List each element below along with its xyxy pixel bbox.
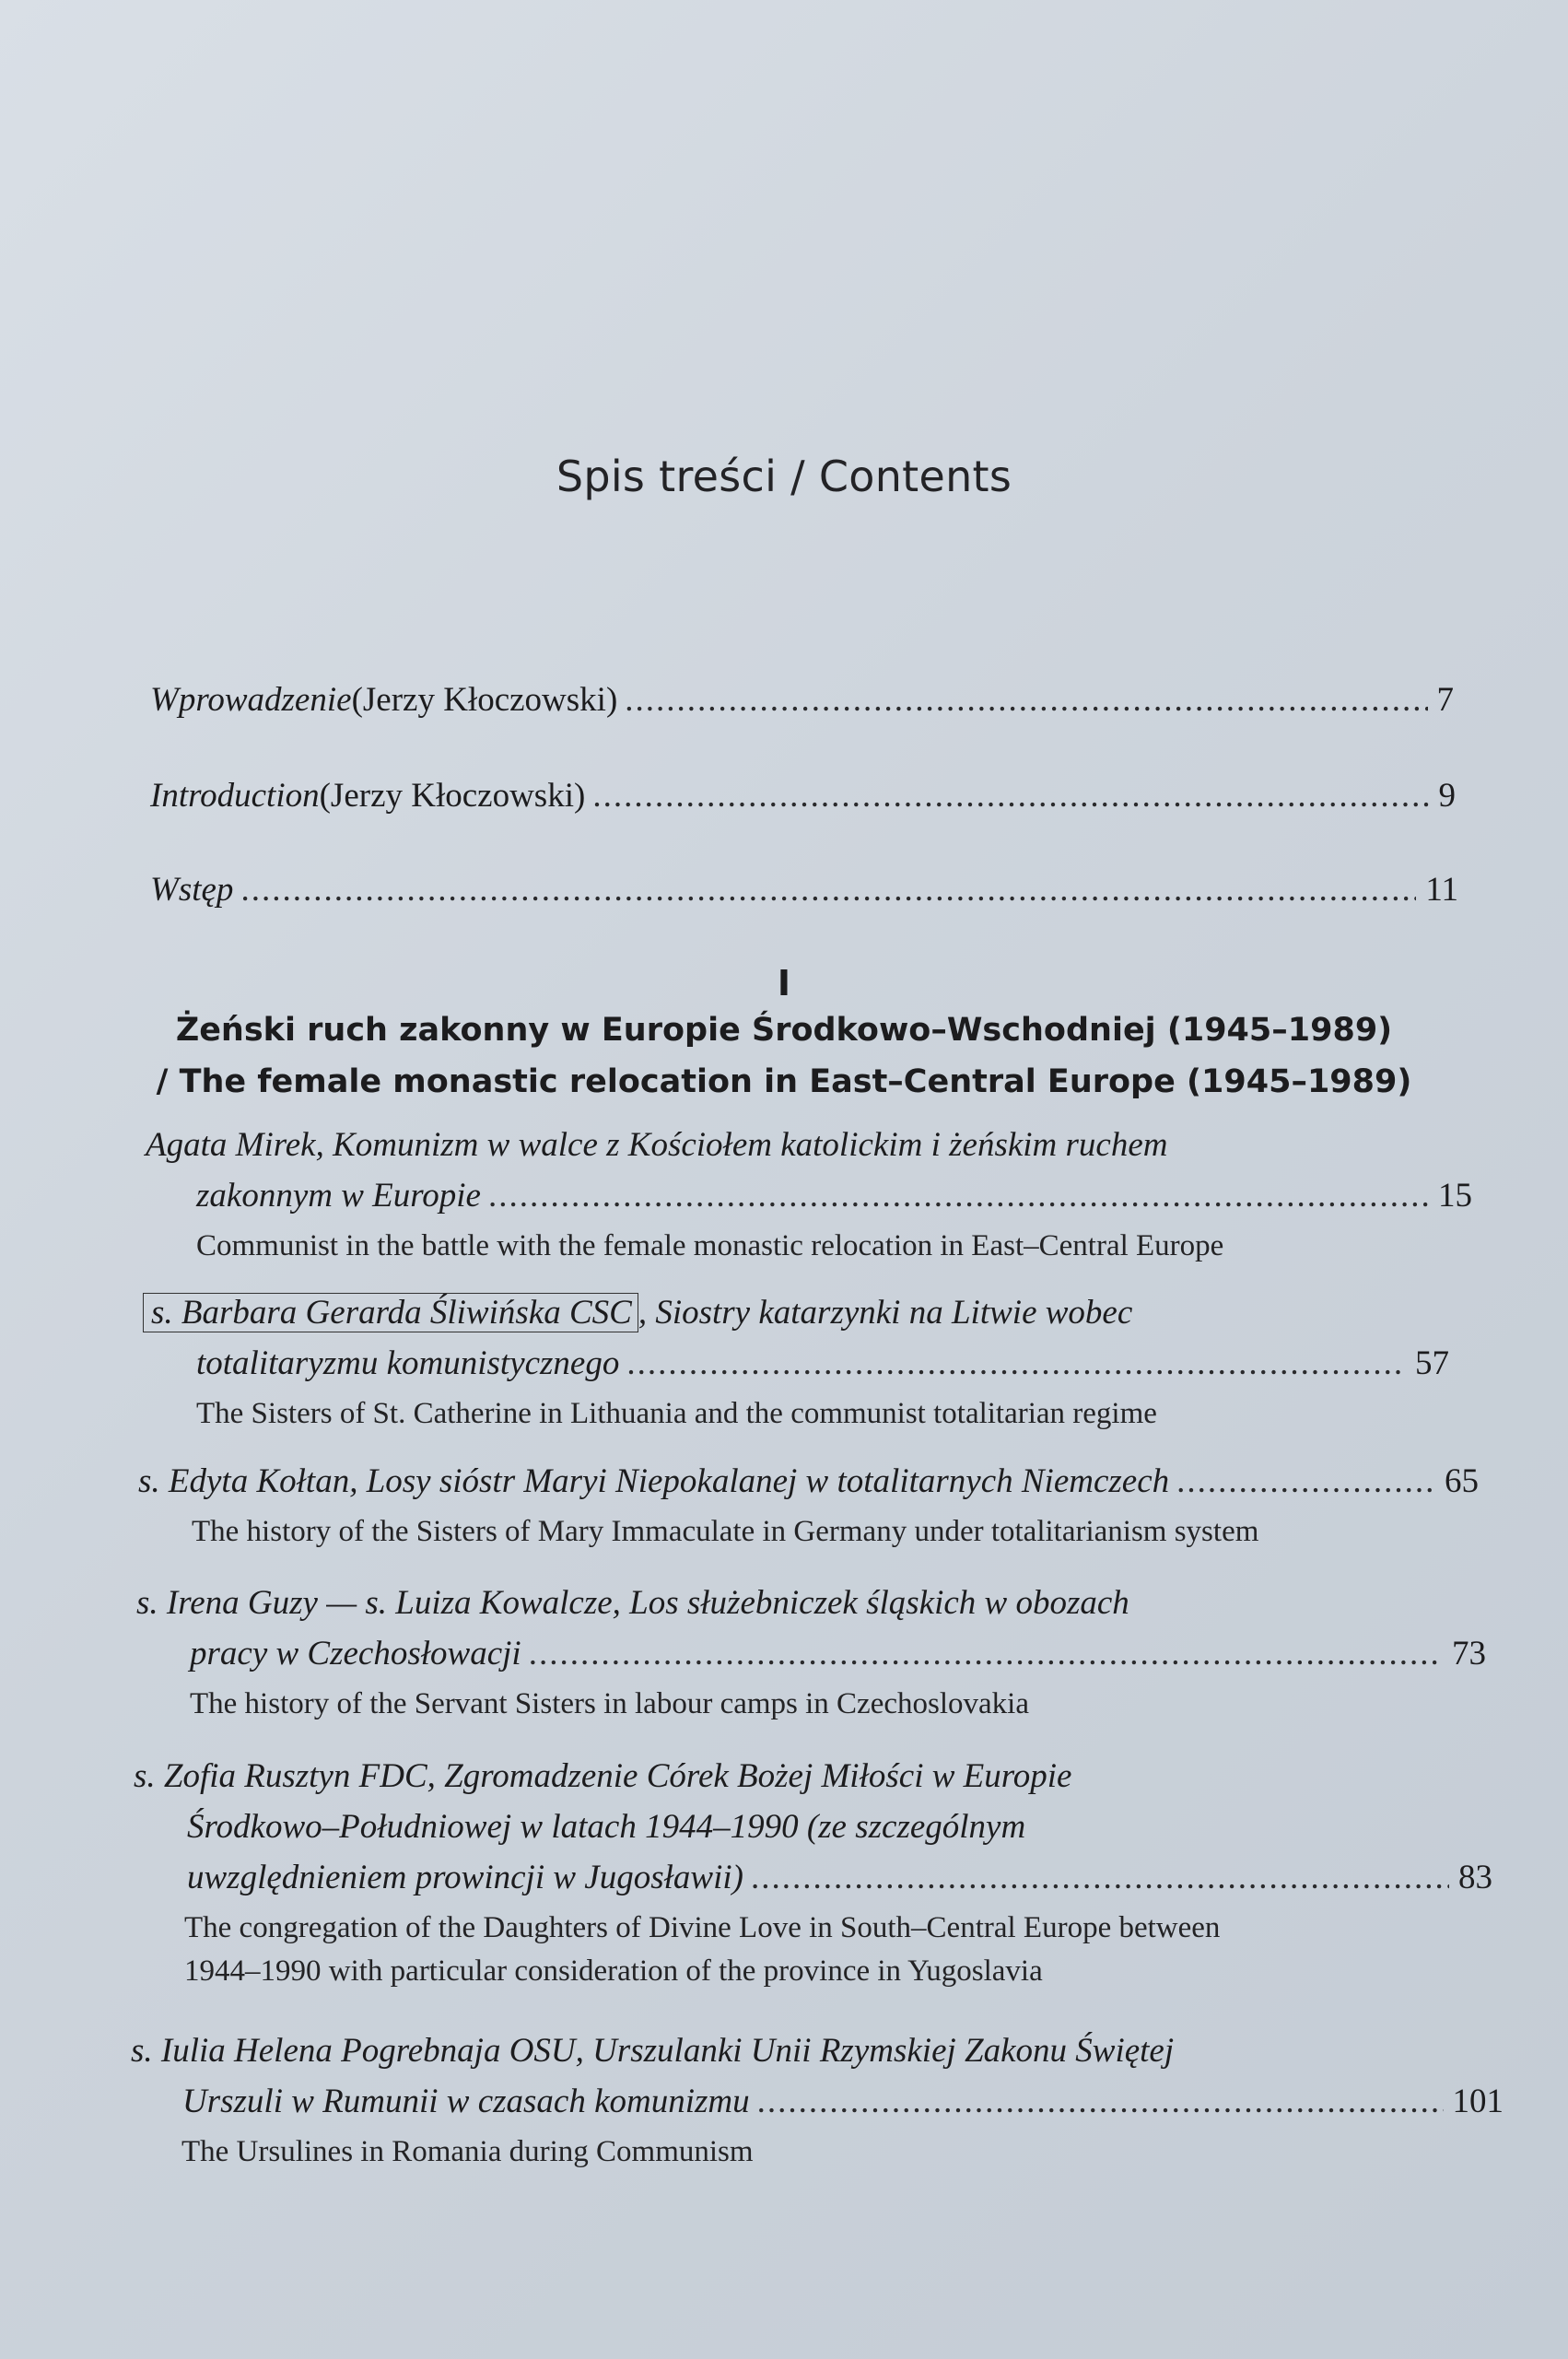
section-number: I <box>777 963 791 1003</box>
toc-entry-2[interactable] <box>143 1287 1449 1436</box>
toc-label: Wstęp <box>150 871 234 909</box>
page-number: 15 <box>1438 1177 1472 1215</box>
toc-label: Wprowadzenie <box>150 681 352 719</box>
leader-dots <box>626 1338 1406 1389</box>
entry-last-line <box>146 1170 1472 1221</box>
entry-title-rest: , Siostry katarzynki na Litwie wobec <box>638 1294 1133 1332</box>
page-number: 9 <box>1438 777 1456 815</box>
page-number: 57 <box>1415 1344 1449 1382</box>
toc-suffix: (Jerzy Kłoczowski) <box>319 777 586 815</box>
leader-dots <box>488 1170 1429 1221</box>
toc-label: Introduction <box>150 777 320 815</box>
page-number: 65 <box>1445 1462 1479 1500</box>
entry-translation: The history of the Servant Sisters in labour camps in Czechoslovakia <box>190 1687 1029 1720</box>
entry-last-line <box>134 1852 1492 1903</box>
entry-title-line <box>143 1287 1449 1338</box>
toc-entry-1[interactable] <box>146 1120 1472 1268</box>
entry-translation: Communist in the battle with the female monastic relocation in East–Central Europe <box>196 1229 1224 1262</box>
entry-last-line <box>131 2076 1504 2127</box>
page-number: 11 <box>1425 871 1458 909</box>
section-heading <box>0 1004 1568 1108</box>
entry-last-line <box>143 1338 1449 1389</box>
entry-title-line: zakonnym w Europie <box>196 1177 481 1215</box>
toc-row-front-3[interactable] <box>150 866 1458 914</box>
toc-entry-3[interactable] <box>138 1456 1479 1554</box>
leader-dots <box>625 676 1427 724</box>
entry-title-line: s. Zofia Rusztyn FDC, Zgromadzenie Córek Bożej Miłości w Europie <box>134 1757 1072 1795</box>
toc-row-front-1[interactable] <box>150 676 1454 724</box>
section-heading-polish: Żeński ruch zakonny w Europie Środkowo–Wschodniej (1945–1989) <box>175 1012 1393 1049</box>
entry-last-line <box>138 1456 1479 1507</box>
toc-row-front-2[interactable] <box>150 772 1456 820</box>
highlighted-author-box: s. Barbara Gerarda Śliwińska CSC <box>143 1293 638 1332</box>
leader-dots <box>757 2076 1444 2127</box>
entry-translation: The Sisters of St. Catherine in Lithuania and the communist totalitarian regime <box>196 1397 1157 1430</box>
toc-entry-5[interactable] <box>134 1751 1492 1993</box>
leader-dots <box>592 772 1429 820</box>
entry-title-line: uwzględnieniem prowincji w Jugosławii) <box>187 1859 743 1896</box>
entry-title-line: Agata Mirek, Komunizm w walce z Kościołem katolickim i żeńskim ruchem <box>146 1126 1168 1164</box>
page-number: 83 <box>1458 1859 1492 1896</box>
entry-title-line: Urszuli w Rumunii w czasach komunizmu <box>182 2083 750 2120</box>
leader-dots <box>1176 1456 1435 1507</box>
toc-entry-4[interactable] <box>136 1578 1486 1726</box>
entry-title-line: s. Edyta Kołtan, Losy sióstr Maryi Niepokalanej w totalitarnych Niemczech <box>138 1462 1170 1500</box>
toc-entry-6[interactable] <box>131 2025 1504 2174</box>
leader-dots <box>240 866 1416 914</box>
entry-translation: The Ursulines in Romania during Communism <box>181 2135 754 2168</box>
entry-title-line: pracy w Czechosłowacji <box>190 1635 521 1672</box>
leader-dots <box>751 1852 1449 1903</box>
page-number: 73 <box>1452 1635 1486 1672</box>
toc-suffix: (Jerzy Kłoczowski) <box>351 681 618 719</box>
section-heading-english: / The female monastic relocation in East–Central Europe (1945–1989) <box>156 1063 1412 1100</box>
entry-translation: The congregation of the Daughters of Divine Love in South–Central Europe between <box>184 1911 1221 1944</box>
entry-translation: The history of the Sisters of Mary Immaculate in Germany under totalitarianism system <box>192 1515 1259 1548</box>
leader-dots <box>529 1628 1443 1679</box>
entry-translation: 1944–1990 with particular consideration of the province in Yugoslavia <box>184 1954 1043 1988</box>
page-title: Spis treści / Contents <box>556 452 1012 501</box>
entry-title-line: s. Irena Guzy — s. Luiza Kowalcze, Los służebniczek śląskich w obozach <box>136 1584 1129 1622</box>
entry-title-line: s. Iulia Helena Pogrebnaja OSU, Urszulanki Unii Rzymskiej Zakonu Świętej <box>131 2032 1175 2070</box>
entry-last-line <box>136 1628 1486 1679</box>
entry-title-line: totalitaryzmu komunistycznego <box>196 1344 620 1382</box>
page-number: 7 <box>1436 681 1454 719</box>
entry-title-line: Środkowo–Południowej w latach 1944–1990 (ze szczególnym <box>187 1808 1026 1846</box>
page-number: 101 <box>1452 2083 1504 2120</box>
